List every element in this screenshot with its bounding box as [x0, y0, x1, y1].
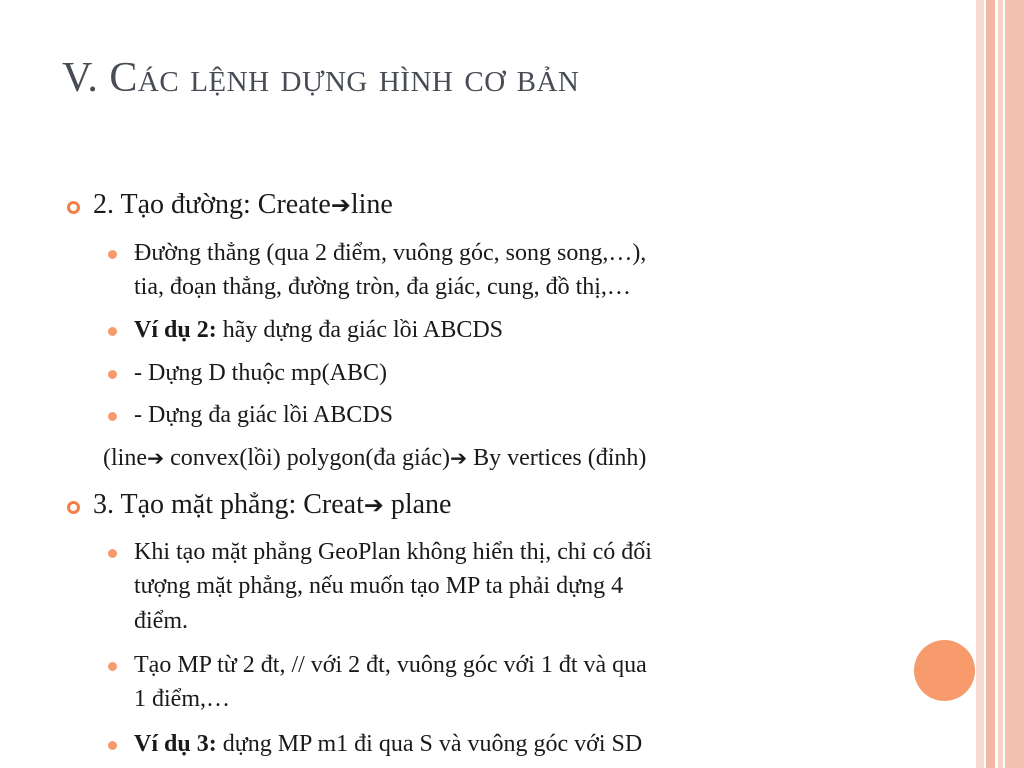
list-item-example-3	[134, 731, 642, 758]
bullet-dot-icon	[108, 662, 117, 671]
bullet-dot-icon	[108, 412, 117, 421]
section-target: plane	[383, 489, 452, 520]
bullet-dot-icon	[108, 741, 117, 750]
bullet-dot-icon	[108, 327, 117, 336]
bullet-ring-icon	[67, 201, 80, 214]
bullet-ring-icon	[67, 501, 80, 514]
bullet-dot-icon	[108, 549, 117, 558]
decorative-circle	[914, 640, 975, 701]
bullet-dot-icon	[108, 250, 117, 259]
section-label: 3. Tạo mặt phẳng: Creat	[93, 489, 364, 520]
section-create-plane	[93, 489, 451, 521]
section-label: 2. Tạo đường: Create	[93, 189, 331, 220]
list-item-step-1: - Dựng D thuộc mp(ABC)	[134, 360, 387, 387]
list-item-continuation: 1 điểm,…	[134, 686, 230, 712]
list-item-step-2: - Dựng đa giác lồi ABCDS	[134, 402, 393, 429]
example-label: Ví dụ 2:	[134, 317, 217, 343]
section-target: line	[350, 189, 393, 220]
list-item-line-types: Đường thẳng (qua 2 điểm, vuông góc, song song,…),	[134, 240, 646, 267]
arrow-right-icon: ➔	[146, 446, 165, 470]
arrow-right-icon: ➔	[449, 446, 468, 470]
list-item-mp-methods: Tạo MP từ 2 đt, // với 2 đt, vuông góc với 1 đt và qua	[134, 652, 647, 679]
example-text: dựng MP m1 đi qua S và vuông góc với SD	[216, 731, 643, 757]
bullet-dot-icon	[108, 370, 117, 379]
arrow-right-icon: ➔	[330, 191, 351, 219]
example-label: Ví dụ 3:	[134, 731, 217, 757]
list-item-continuation: điểm.	[134, 608, 188, 634]
arrow-right-icon: ➔	[363, 491, 384, 519]
example-text: hãy dựng đa giác lồi ABCDS	[216, 317, 504, 343]
list-item-continuation: tượng mặt phẳng, nếu muốn tạo MP ta phải dựng 4	[134, 573, 624, 599]
decorative-stripes	[976, 0, 1024, 768]
menu-path-line: (line➔ convex(lồi) polygon(đa giác)➔ By vertices (đỉnh)	[103, 445, 647, 471]
list-item-continuation: tia, đoạn thẳng, đường tròn, đa giác, cung, đồ thị,…	[134, 274, 631, 300]
list-item-example-2	[134, 317, 503, 344]
slide-title: V. Các lệnh dựng hình cơ bản	[62, 55, 580, 101]
list-item-plane-note: Khi tạo mặt phẳng GeoPlan không hiển thị, chỉ có đối	[134, 539, 652, 566]
section-create-line	[93, 189, 393, 221]
